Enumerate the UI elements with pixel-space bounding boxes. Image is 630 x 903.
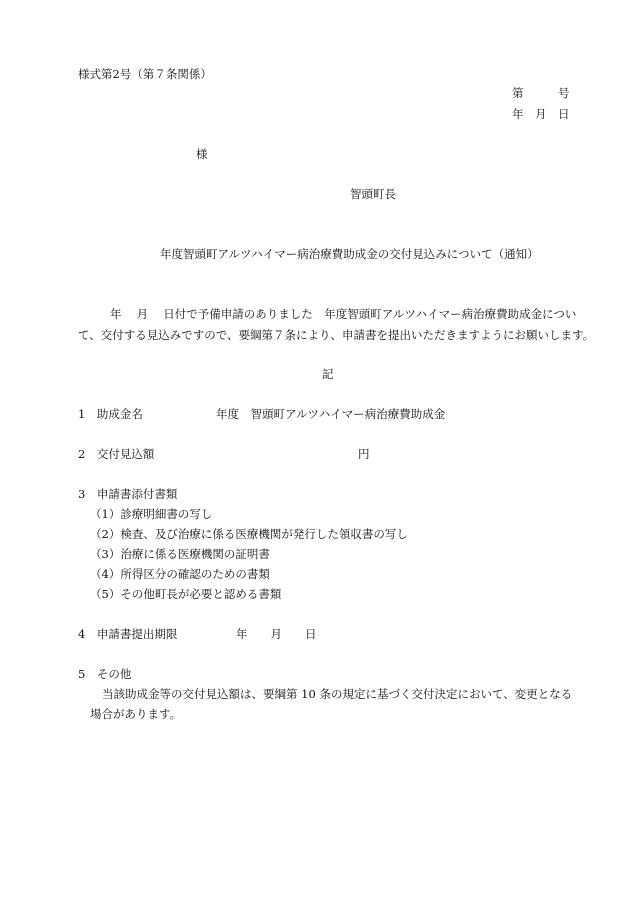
body-line-2: て、交付する見込みですので、要綱第７条により、申請書を提出いただきますようにお願いします。 xyxy=(78,328,595,342)
item-2-value: 円 xyxy=(358,447,370,461)
item-1-value: 年度 智頭町アルツハイマー病治療費助成金 xyxy=(216,407,446,421)
ki-heading: 記 xyxy=(322,367,334,381)
item-3-label: 3 申請書添付書類 xyxy=(78,487,178,501)
document-number: 第 号 xyxy=(512,86,570,100)
addressee: 様 xyxy=(196,147,208,161)
item-3-sub-2: （2）検査、及び治療に係る医療機関が発行した領収書の写し xyxy=(90,527,408,541)
item-5-text-line-1: 当該助成金等の交付見込額は、要綱第 10 条の規定に基づく交付決定において、変更となる xyxy=(102,687,573,701)
item-1-label: 1 助成金名 xyxy=(78,407,143,421)
document-title: 年度智頭町アルツハイマー病治療費助成金の交付見込みについて（通知） xyxy=(160,247,539,261)
item-3-sub-1: （1）診療明細書の写し xyxy=(90,507,213,521)
item-5-text-line-2: 場合があります。 xyxy=(90,707,182,721)
item-3-sub-4: （4）所得区分の確認のための書類 xyxy=(90,567,270,581)
body-line-1: 年 月 日付で予備申請のありました 年度智頭町アルツハイマー病治療費助成金につい xyxy=(110,307,577,321)
item-5-label: 5 その他 xyxy=(78,667,132,681)
item-3-sub-5: （5）その他町長が必要と認める書類 xyxy=(90,587,282,601)
item-4-value: 年 月 日 xyxy=(236,627,317,641)
sender: 智頭町長 xyxy=(350,187,396,201)
item-2-label: 2 交付見込額 xyxy=(78,447,155,461)
document-date: 年 月 日 xyxy=(512,107,570,121)
item-4-label: 4 申請書提出期限 xyxy=(78,627,178,641)
form-label: 様式第2号（第７条関係） xyxy=(78,67,212,81)
item-3-sub-3: （3）治療に係る医療機関の証明書 xyxy=(90,547,270,561)
